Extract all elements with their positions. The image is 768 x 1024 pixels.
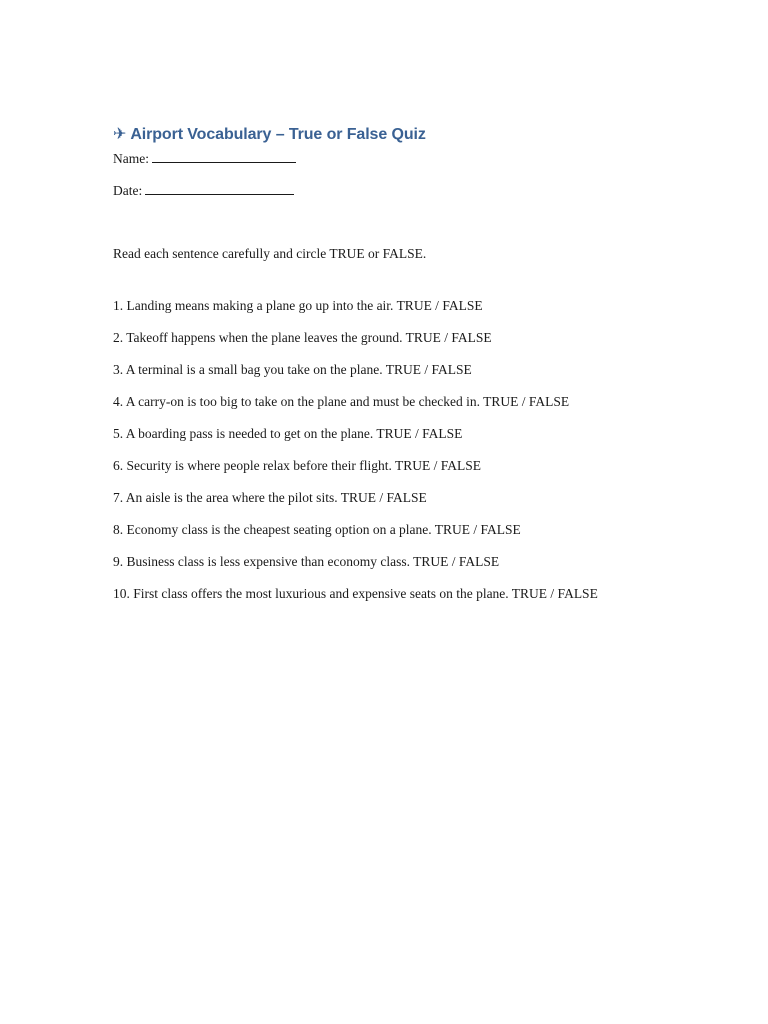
question-item: 5. A boarding pass is needed to get on the plane. TRUE / FALSE — [113, 426, 463, 441]
document-title — [113, 124, 426, 144]
name-field — [113, 150, 296, 167]
question-item: 6. Security is where people relax before their flight. TRUE / FALSE — [113, 458, 482, 473]
question-item: 2. Takeoff happens when the plane leaves the ground. TRUE / FALSE — [113, 330, 492, 345]
question-item: 10. First class offers the most luxurious and expensive seats on the plane. TRUE / FALSE — [113, 586, 598, 601]
question-item: 9. Business class is less expensive than economy class. TRUE / FALSE — [113, 554, 500, 569]
name-blank-line — [152, 150, 296, 163]
title-text: Airport Vocabulary – True or False Quiz — [130, 126, 426, 143]
question-item: 4. A carry-on is too big to take on the plane and must be checked in. TRUE / FALSE — [113, 394, 570, 409]
instructions-text: Read each sentence carefully and circle TRUE or FALSE. — [113, 246, 427, 261]
question-list — [113, 298, 598, 618]
question-item: 8. Economy class is the cheapest seating option on a plane. TRUE / FALSE — [113, 522, 521, 537]
question-item: 1. Landing means making a plane go up into the air. TRUE / FALSE — [113, 298, 483, 313]
date-blank-line — [145, 182, 294, 195]
airplane-icon: ✈ — [113, 126, 127, 143]
question-item: 7. An aisle is the area where the pilot sits. TRUE / FALSE — [113, 490, 427, 505]
date-field — [113, 182, 294, 199]
date-label: Date: — [113, 183, 143, 198]
question-item: 3. A terminal is a small bag you take on the plane. TRUE / FALSE — [113, 362, 472, 377]
name-label: Name: — [113, 151, 149, 166]
